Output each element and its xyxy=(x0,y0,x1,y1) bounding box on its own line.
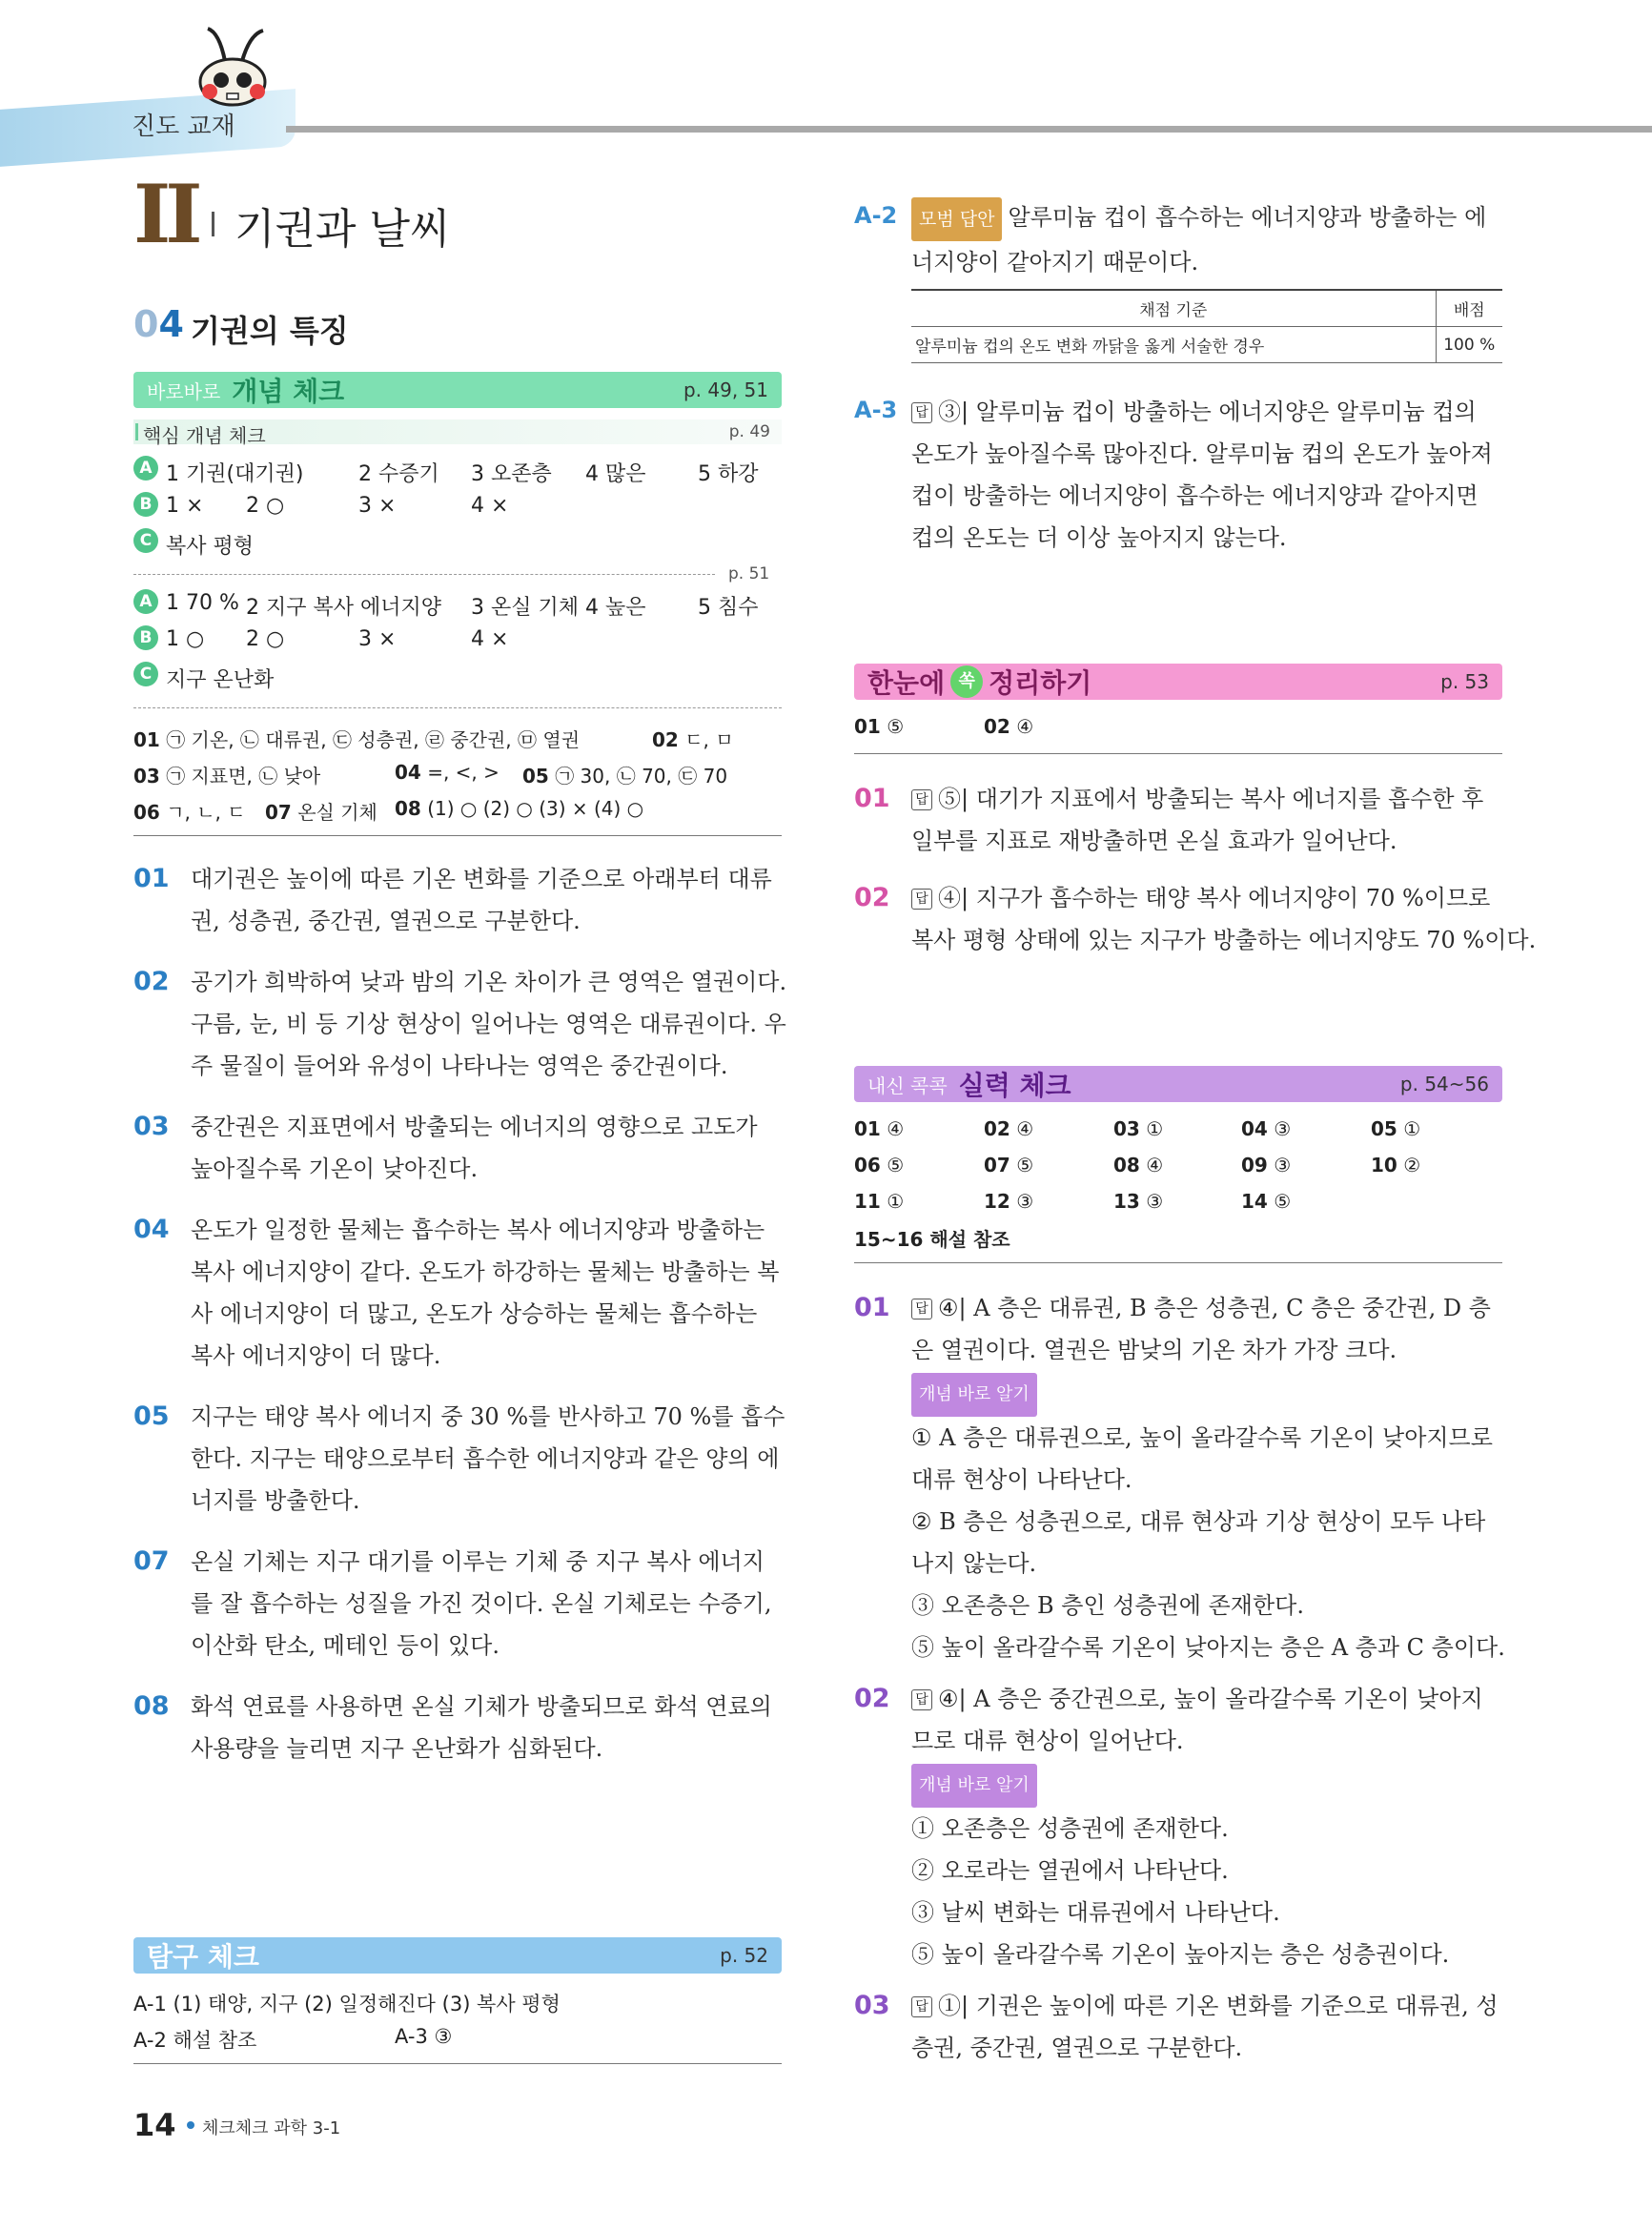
explanation-text: 대기권은 높이에 따른 기온 변화를 기준으로 아래부터 대류 권, 성층권, 중간권, 열권으로 구분한다. xyxy=(191,866,772,934)
summary-answer: 02 ④ xyxy=(984,715,1034,738)
answer-cell: 복사 평형 xyxy=(166,535,255,559)
page-number: 14 xyxy=(133,2107,176,2143)
skill-answer: 01 ④ xyxy=(854,1117,905,1140)
explanation-text: 중간권은 지표면에서 방출되는 에너지의 영향으로 고도가 높아질수록 기온이 낮아진다. xyxy=(191,1114,758,1182)
p51-row-c: C xyxy=(133,662,162,686)
divider xyxy=(854,753,1502,754)
p51-row-b: B xyxy=(133,625,162,650)
divider xyxy=(133,574,715,575)
mascot-icon xyxy=(187,27,282,109)
book-title: 체크체크 과학 3-1 xyxy=(202,2118,341,2138)
explore-answer: A-1 (1) 태양, 지구 (2) 일정해진다 (3) 복사 평형 xyxy=(133,1993,561,2015)
section-number: 04 xyxy=(133,303,184,345)
explanation-number: 05 xyxy=(133,1401,170,1431)
core-concept-bar: 핵심 개념 체크 p. 49 xyxy=(133,419,782,444)
skill-answer: 03 ① xyxy=(1113,1117,1164,1140)
explore-check-bar: 탐구 체크 p. 52 xyxy=(133,1937,782,1974)
explanation-number: A-2 xyxy=(854,202,898,229)
divider xyxy=(854,1262,1502,1263)
explanation-text: 공기가 희박하여 낮과 밤의 기온 차이가 큰 영역은 열권이다. 구름, 눈, 비 등 기상 현상이 일어나는 영역은 대류권이다. 우 주 물질이 들어와 유성이 나타나는 영역은 중간권이다. xyxy=(191,969,787,1079)
skill-answer: 05 ① xyxy=(1371,1117,1421,1140)
skill-check-bar: 내신 콕콕 실력 체크 p. 54~56 xyxy=(854,1066,1502,1102)
skill-answer: 04 ③ xyxy=(1241,1117,1292,1140)
quiz-answer: 05 ㉠ 30, ㉡ 70, ㉢ 70 xyxy=(522,765,728,788)
explanation-number: 01 xyxy=(854,1293,890,1322)
answer-cell: 1 기권(대기권) xyxy=(166,462,304,486)
answer-cell: 3 × xyxy=(358,627,397,651)
answer-icon: 답 xyxy=(911,789,932,810)
explanation-text: 답 ④| A 층은 중간권으로, 높이 올라갈수록 기온이 낮아지 므로 대류 현상이 일어난다. 개념 바로 알기 ① 오존층은 성층권에 존재한다. ② 오로라는 열권에서 나타난다. ③ 날씨 변화는 대류권에서 나타난다. ⑤ 높이 올라갈수록 기온이 높아지는 층은 성층권이다. xyxy=(911,1686,1483,1968)
divider xyxy=(133,2063,782,2064)
explanation-number: 02 xyxy=(854,883,890,912)
part-number: II xyxy=(133,167,197,261)
quiz-answer: 06 ㄱ, ㄴ, ㄷ xyxy=(133,801,246,824)
explanation-text: 모범 답안 알루미늄 컵이 흡수하는 에너지양과 방출하는 에 너지양이 같아지기 때문이다. xyxy=(911,196,1486,283)
summary-answer: 01 ⑤ xyxy=(854,715,905,738)
ssuk-icon: 쏙 xyxy=(950,665,983,698)
quiz-answer: 01 ㉠ 기온, ㉡ 대류권, ㉢ 성층권, ㉣ 중간권, ㉤ 열권 xyxy=(133,728,581,751)
answer-cell: 2 ○ xyxy=(246,627,285,651)
answer-cell: 4 × xyxy=(471,627,509,651)
p49-row-b: B xyxy=(133,492,162,517)
explanation-text: 온실 기체는 지구 대기를 이루는 기체 중 지구 복사 에너지 를 잘 흡수하는 성질을 가진 것이다. 온실 기체로는 수증기, 이산화 탄소, 메테인 등이 있다. xyxy=(191,1548,772,1659)
explore-answer: A-3 ③ xyxy=(395,2025,453,2048)
answer-cell: 3 온실 기체 xyxy=(471,596,579,620)
answer-cell: 지구 온난화 xyxy=(166,668,275,692)
footer-dot-icon xyxy=(187,2121,194,2129)
concept-check-bar: 바로바로 개념 체크 p. 49, 51 xyxy=(133,372,782,408)
skill-answer: 10 ② xyxy=(1371,1154,1421,1176)
answer-icon: 답 xyxy=(911,1299,932,1320)
page-ref: p. 51 xyxy=(728,564,770,583)
answer-cell: 5 하강 xyxy=(698,462,759,486)
answer-icon: 답 xyxy=(911,1689,932,1710)
explanation-number: 01 xyxy=(854,784,890,813)
p49-row-a: A xyxy=(133,456,162,481)
answer-cell: 1 ○ xyxy=(166,627,205,651)
skill-extra: 15~16 해설 참조 xyxy=(854,1228,1010,1251)
quiz-answer: 04 =, <, > xyxy=(395,761,500,784)
skill-answer: 06 ⑤ xyxy=(854,1154,905,1176)
explanation-number: 07 xyxy=(133,1546,170,1576)
answer-cell: 4 × xyxy=(471,494,509,518)
explanation-number: 02 xyxy=(854,1684,890,1713)
divider xyxy=(133,707,782,708)
header-rule xyxy=(286,126,1652,133)
p51-row-a: A xyxy=(133,589,162,614)
skill-answer: 08 ④ xyxy=(1113,1154,1164,1176)
p49-row-c: C xyxy=(133,528,162,553)
explanation-text: 답 ⑤| 대기가 지표에서 방출되는 복사 에너지를 흡수한 후 일부를 지표로 재방출하면 온실 효과가 일어난다. xyxy=(911,786,1484,854)
summary-bar: 한눈에 쏙 정리하기 p. 53 xyxy=(854,664,1502,700)
quiz-answer: 02 ㄷ, ㅁ xyxy=(652,728,734,751)
explanation-number: 08 xyxy=(133,1691,170,1721)
scoring-table: 채점 기준 배점 알루미늄 컵의 온도 변화 까닭을 옳게 서술한 경우 100 % xyxy=(911,289,1502,363)
explanation-number: 03 xyxy=(133,1112,170,1141)
quiz-answer: 03 ㉠ 지표면, ㉡ 낮아 xyxy=(133,765,321,788)
explanation-number: 02 xyxy=(133,967,170,996)
explanation-text: 답 ④| A 층은 대류권, B 층은 성층권, C 층은 중간권, D 층 은 열권이다. 열권은 밤낮의 기온 차가 가장 크다. 개념 바로 알기 ① A 층은 대류권으로, 높이 올라갈수록 기온이 낮아지므로 대류 현상이 나타난다. ② B 층은 성층권으로, 대류 현상과 기상 현상이 모두 나타 나지 않는다. ③ 오존층은 B 층인 성층권에 존재한다. ⑤ 높이 올라갈수록 기온이 낮아지는 층은 A 층과 C 층이다. xyxy=(911,1295,1505,1661)
answer-cell: 4 많은 xyxy=(585,462,646,486)
skill-answer: 02 ④ xyxy=(984,1117,1034,1140)
explanation-text: 답 ①| 기권은 높이에 따른 기온 변화를 기준으로 대류권, 성 층권, 중간권, 열권으로 구분한다. xyxy=(911,1993,1499,2061)
quiz-answer: 08 (1) ○ (2) ○ (3) × (4) ○ xyxy=(395,797,644,820)
answer-cell: 1 70 % xyxy=(166,591,239,615)
skill-answer: 14 ⑤ xyxy=(1241,1190,1292,1213)
quiz-answer: 07 온실 기체 xyxy=(265,801,377,824)
skill-answer: 11 ① xyxy=(854,1190,905,1213)
answer-cell: 5 침수 xyxy=(698,596,759,620)
answer-cell: 1 × xyxy=(166,494,204,518)
ribbon-label: 진도 교재 xyxy=(132,113,235,141)
explore-answer: A-2 해설 참조 xyxy=(133,2029,257,2052)
answer-cell: 4 높은 xyxy=(585,596,646,620)
skill-answer: 13 ③ xyxy=(1113,1190,1164,1213)
title-divider xyxy=(212,212,214,236)
answer-icon: 답 xyxy=(911,402,932,423)
answer-icon: 답 xyxy=(911,1996,932,2017)
explanation-text: 답 ③| 알루미늄 컵이 방출하는 에너지양은 알루미늄 컵의 온도가 높아질수록 많아진다. 알루미늄 컵의 온도가 높아져 컵이 방출하는 에너지양이 흡수하는 에너지양과 같아지면 컵의 온도는 더 이상 높아지지 않는다. xyxy=(911,399,1493,551)
answer-cell: 3 × xyxy=(358,494,397,518)
answer-cell: 2 ○ xyxy=(246,494,285,518)
divider xyxy=(133,835,782,836)
explanation-text: 온도가 일정한 물체는 흡수하는 복사 에너지양과 방출하는 복사 에너지양이 같다. 온도가 하강하는 물체는 방출하는 복 사 에너지양이 더 많고, 온도가 상승하는 물체는 흡수하는 복사 에너지양이 더 많다. xyxy=(191,1217,780,1369)
explanation-number: 03 xyxy=(854,1991,890,2020)
explanation-text: 답 ④| 지구가 흡수하는 태양 복사 에너지양이 70 %이므로 복사 평형 상태에 있는 지구가 방출하는 에너지양도 70 %이다. xyxy=(911,885,1537,953)
explanation-text: 지구는 태양 복사 에너지 중 30 %를 반사하고 70 %를 흡수 한다. 지구는 태양으로부터 흡수한 에너지양과 같은 양의 에 너지를 방출한다. xyxy=(191,1403,785,1514)
explanation-number: 04 xyxy=(133,1215,170,1244)
answer-cell: 3 오존층 xyxy=(471,462,552,486)
answer-cell: 2 지구 복사 에너지양 xyxy=(246,596,441,620)
page-title: 기권과 날씨 xyxy=(235,205,451,254)
explanation-number: A-3 xyxy=(854,397,898,423)
skill-answer: 09 ③ xyxy=(1241,1154,1292,1176)
skill-answer: 07 ⑤ xyxy=(984,1154,1034,1176)
explanation-text: 화석 연료를 사용하면 온실 기체가 방출되므로 화석 연료의 사용량을 늘리면 지구 온난화가 심화된다. xyxy=(191,1693,772,1762)
answer-cell: 2 수증기 xyxy=(358,462,439,486)
answer-icon: 답 xyxy=(911,889,932,910)
explanation-number: 01 xyxy=(133,864,170,893)
skill-answer: 12 ③ xyxy=(984,1190,1034,1213)
section-title: 기권의 특징 xyxy=(191,313,349,349)
